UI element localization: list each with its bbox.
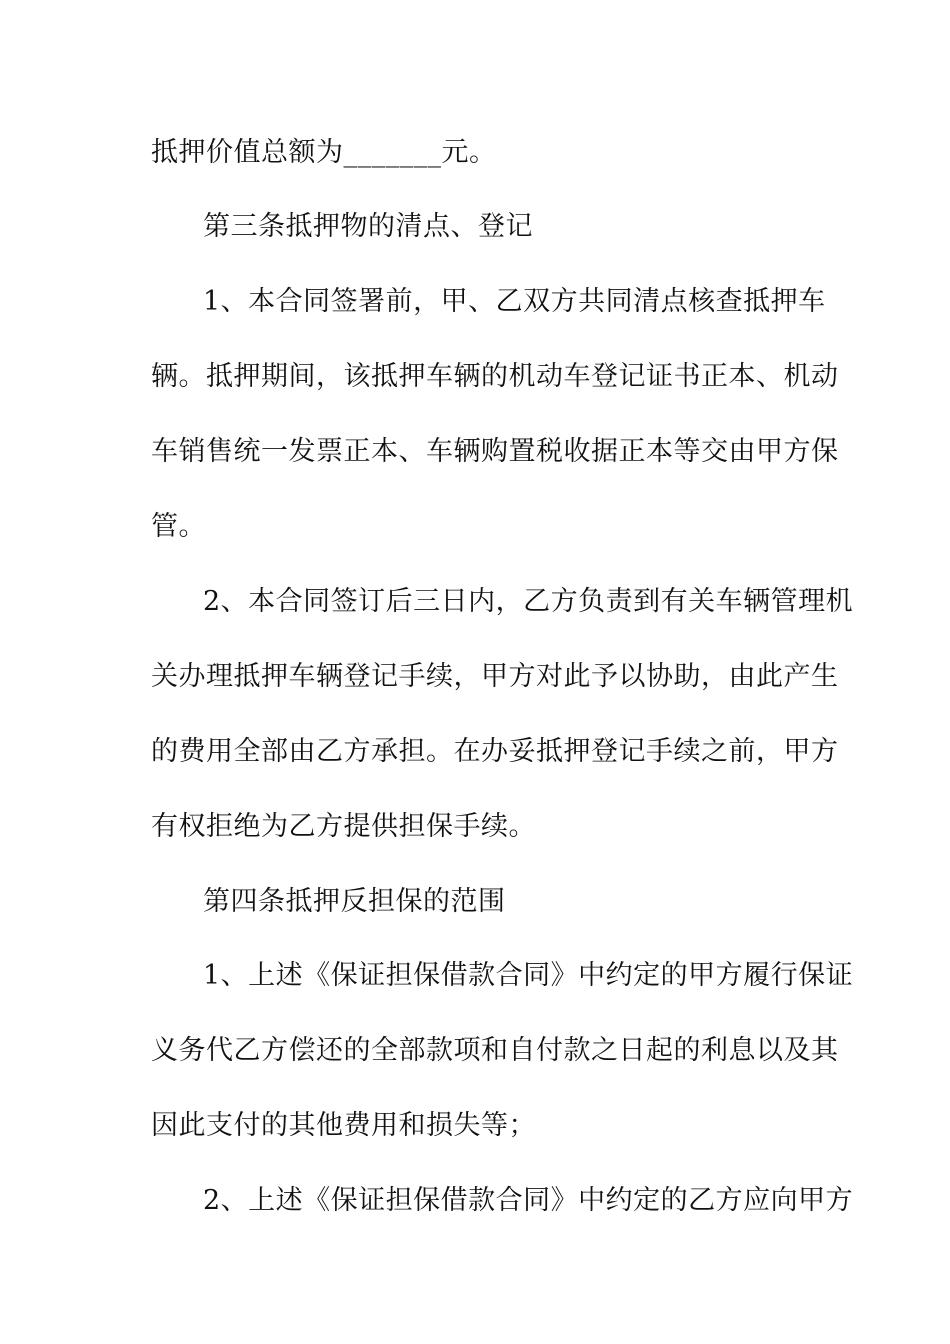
- text-line: 车销售统一发票正本、车辆购置税收据正本等交由甲方保: [151, 436, 839, 467]
- text-line: 有权拒绝为乙方提供担保手续。: [151, 811, 536, 842]
- text-line: 关办理抵押车辆登记手续，甲方对此予以协助，由此产生: [151, 661, 839, 692]
- text-line: 2、上述《保证担保借款合同》中约定的乙方应向甲方: [203, 1185, 854, 1216]
- text-line: 因此支付的其他费用和损失等；: [151, 1110, 536, 1141]
- text-line: 的费用全部由乙方承担。在办妥抵押登记手续之前，甲方: [151, 736, 839, 767]
- text-line: 1、本合同签署前，甲、乙双方共同清点核查抵押车: [203, 286, 826, 317]
- section-heading: 第四条抵押反担保的范围: [203, 886, 506, 917]
- text-line: 2、本合同签订后三日内，乙方负责到有关车辆管理机: [203, 586, 854, 617]
- text-line: 辆。抵押期间，该抵押车辆的机动车登记证书正本、机动: [151, 361, 839, 392]
- section-heading: 第三条抵押物的清点、登记: [203, 211, 533, 242]
- text-line: 1、上述《保证担保借款合同》中约定的甲方履行保证: [203, 960, 854, 991]
- text-line: 义务代乙方偿还的全部款项和自付款之日起的利息以及其: [151, 1035, 839, 1066]
- text-line: 管。: [151, 511, 206, 542]
- text-line: 抵押价值总额为_______元。: [151, 137, 497, 168]
